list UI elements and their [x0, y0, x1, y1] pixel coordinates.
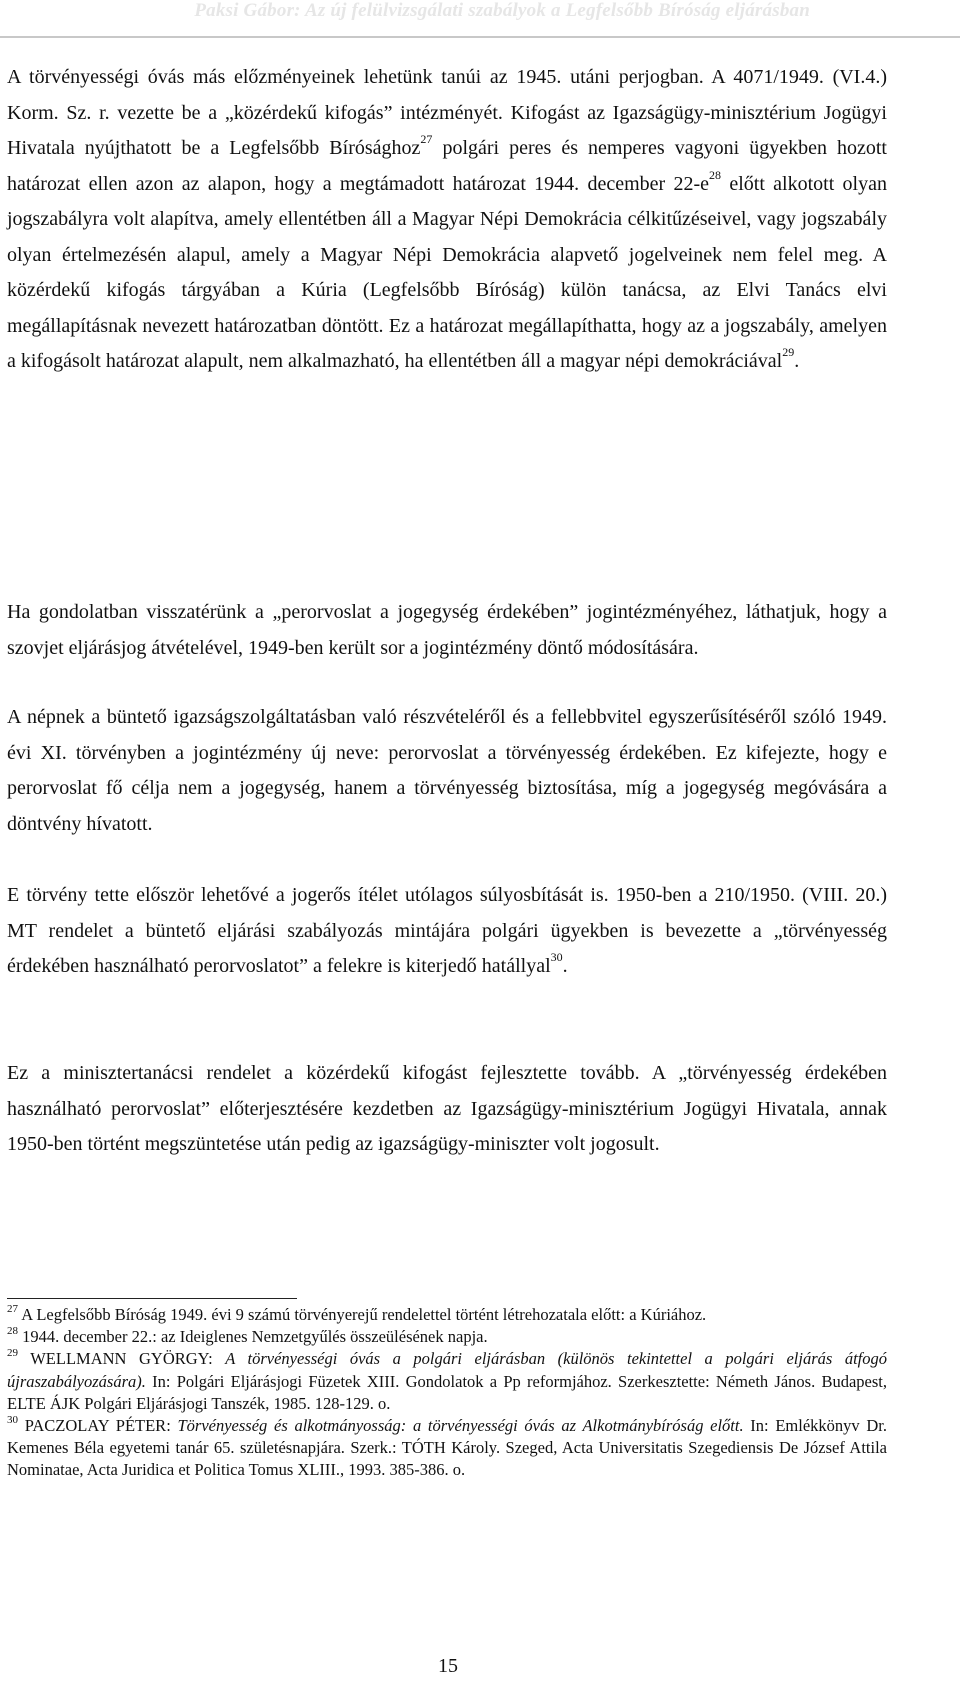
footnote-ref-29[interactable]: 29 — [782, 345, 795, 360]
paragraph-perorvoslat-jogegyseg: Ha gondolatban visszatérünk a „perorvoslat a jogegység érdekében” jogintézményéhez, láthatjuk, hogy a szovjet eljárásjog átvételével, 1949-ben került sor a jogintézmény döntő módosítására. — [7, 601, 887, 659]
paragraph-kozerdeku-kifogas — [7, 60, 887, 380]
footnote-text: In: Polgári Eljárásjogi Füzetek XIII. Gondolatok a Pp reformjához. Szerkesztette: Németh János. Budapest, ELTE ÁJK Polgári Eljárásjogi Tanszék, 1985. 128-129. o. — [7, 1371, 887, 1413]
paragraph-text: előtt alkotott olyan jogszabályra volt alapítva, amely ellentétben áll a Magyar Népi Demokrácia célkitűzéseivel, vagy jogszabály olyan értelmezésén alapul, amely a Magyar Népi Demokrácia alapvető jogelveinek nem felel meg. A közérdekű kifogás tárgyában a Kúria (Legfelsőbb Bíróság) külön tanácsa, az Elvi Tanács elvi megállapításnak nevezett határozatban döntött. Ez a határozat megállapíthatta, hogy az a jogszabály, amelyen a kifogásolt határozat alapult, nem alkalmazható, ha ellentétben áll a magyar népi demokráciával — [7, 172, 887, 372]
footnote-27 — [7, 1304, 887, 1326]
footnote-ref-30[interactable]: 30 — [550, 950, 563, 965]
footnote-text: 1944. december 22.: az Ideiglenes Nemzetgyűlés összeülésének napja. — [18, 1327, 488, 1347]
footnote-29 — [7, 1348, 887, 1415]
page-header — [0, 0, 960, 36]
paragraph-text: A törvényességi óvás más előzményeinek lehetünk tanúi az 1945. utáni perjogban. A 4071/1949. (VI.4.) Korm. Sz. r. vezette be a „közérdekű kifogás” intézményét. Kifogást az Igazságügy-minisztérium Jogügyi Hivatala nyújthatott be a Legfelsőbb Bírósághoz — [7, 66, 887, 159]
running-title: Paksi Gábor: Az új felülvizsgálati szabályok a Legfelsőbb Bíróság eljárásban — [194, 0, 810, 21]
footnote-text: A Legfelsőbb Bíróság 1949. évi 9 számú törvényerejű rendelettel történt létrehozatala előtt: a Kúriához. — [18, 1305, 707, 1324]
footnote-work-title: A törvényességi óvás a polgári eljárásban (különös tekintettel a polgári eljárás átfogó újraszabályozására). — [7, 1349, 887, 1391]
paragraph-text: E törvény tette először lehetővé a jogerős ítélet utólagos súlyosbítását is. 1950-ben a 210/1950. (VIII. 20.) MT rendelet a büntető eljárási szabályozás mintájára polgári ügyekben is bevezette a „törvényesség érdekében használható perorvoslatot” a felekre is kiterjedő hatállyal — [7, 884, 887, 977]
footnote-number: 29 — [7, 1346, 18, 1359]
paragraph-text: polgári peres és nemperes vagyoni ügyekben hozott határozat ellen azon az alapon, hogy a megtámadott határozat 1944. december 22-e — [7, 137, 887, 195]
paragraph-text: . — [794, 350, 800, 372]
footnote-divider — [7, 1298, 297, 1299]
footnote-30 — [7, 1415, 887, 1482]
paragraph-minisztertanacsi-rendelet: Ez a minisztertanácsi rendelet a közérdekű kifogást fejlesztette tovább. A „törvényesség érdekében használható perorvoslat” előterjesztésére kezdetben az Igazságügy-minisztérium Jogügyi Hivatala, annak 1950-ben történt megszüntetése után pedig az igazságügy-miniszter volt jogosult. — [7, 1062, 887, 1155]
footnote-28 — [7, 1326, 887, 1348]
footnote-number: 28 — [7, 1324, 18, 1337]
footnote-ref-27[interactable]: 27 — [420, 132, 433, 147]
paragraph-1949-evi-xi-torveny: A népnek a büntető igazságszolgáltatásban való részvételéről és a fellebbvitel egyszerűsítéséről szóló 1949. évi XI. törvényben a jogintézmény új neve: perorvoslat a törvényesség érdekében. Ez kifejezte, hogy e perorvoslat fő célja nem a jogegység, hanem a törvényesség biztosítása, míg a jogegység megóvására a döntvény hívatott. — [7, 706, 887, 835]
footnote-author: WELLMANN GYÖRGY: — [18, 1349, 226, 1369]
paragraph-text: . — [562, 955, 568, 977]
footnote-author: PACZOLAY PÉTER: — [18, 1416, 178, 1436]
footnote-text: In: Emlékkönyv Dr. Kemenes Béla egyetemi tanár 65. születésnapjára. Szerk.: TÓTH Károly. Szeged, Acta Universitatis Szegediensis De József Attila Nominatae, Acta Juridica et Politica Tomus XLIII., 1993. 385-386. o. — [7, 1416, 887, 1480]
paragraph-sulyosbitas — [7, 878, 887, 985]
footnote-number: 30 — [7, 1413, 18, 1426]
page-number: 15 — [438, 1655, 458, 1677]
footnote-work-title: Törvényesség és alkotmányosság: a törvényességi óvás az Alkotmánybíróság előtt. — [177, 1416, 744, 1436]
footnote-ref-28[interactable]: 28 — [709, 167, 722, 182]
footnote-number: 27 — [7, 1302, 18, 1315]
footnotes — [7, 1304, 887, 1482]
header-divider — [0, 36, 960, 38]
